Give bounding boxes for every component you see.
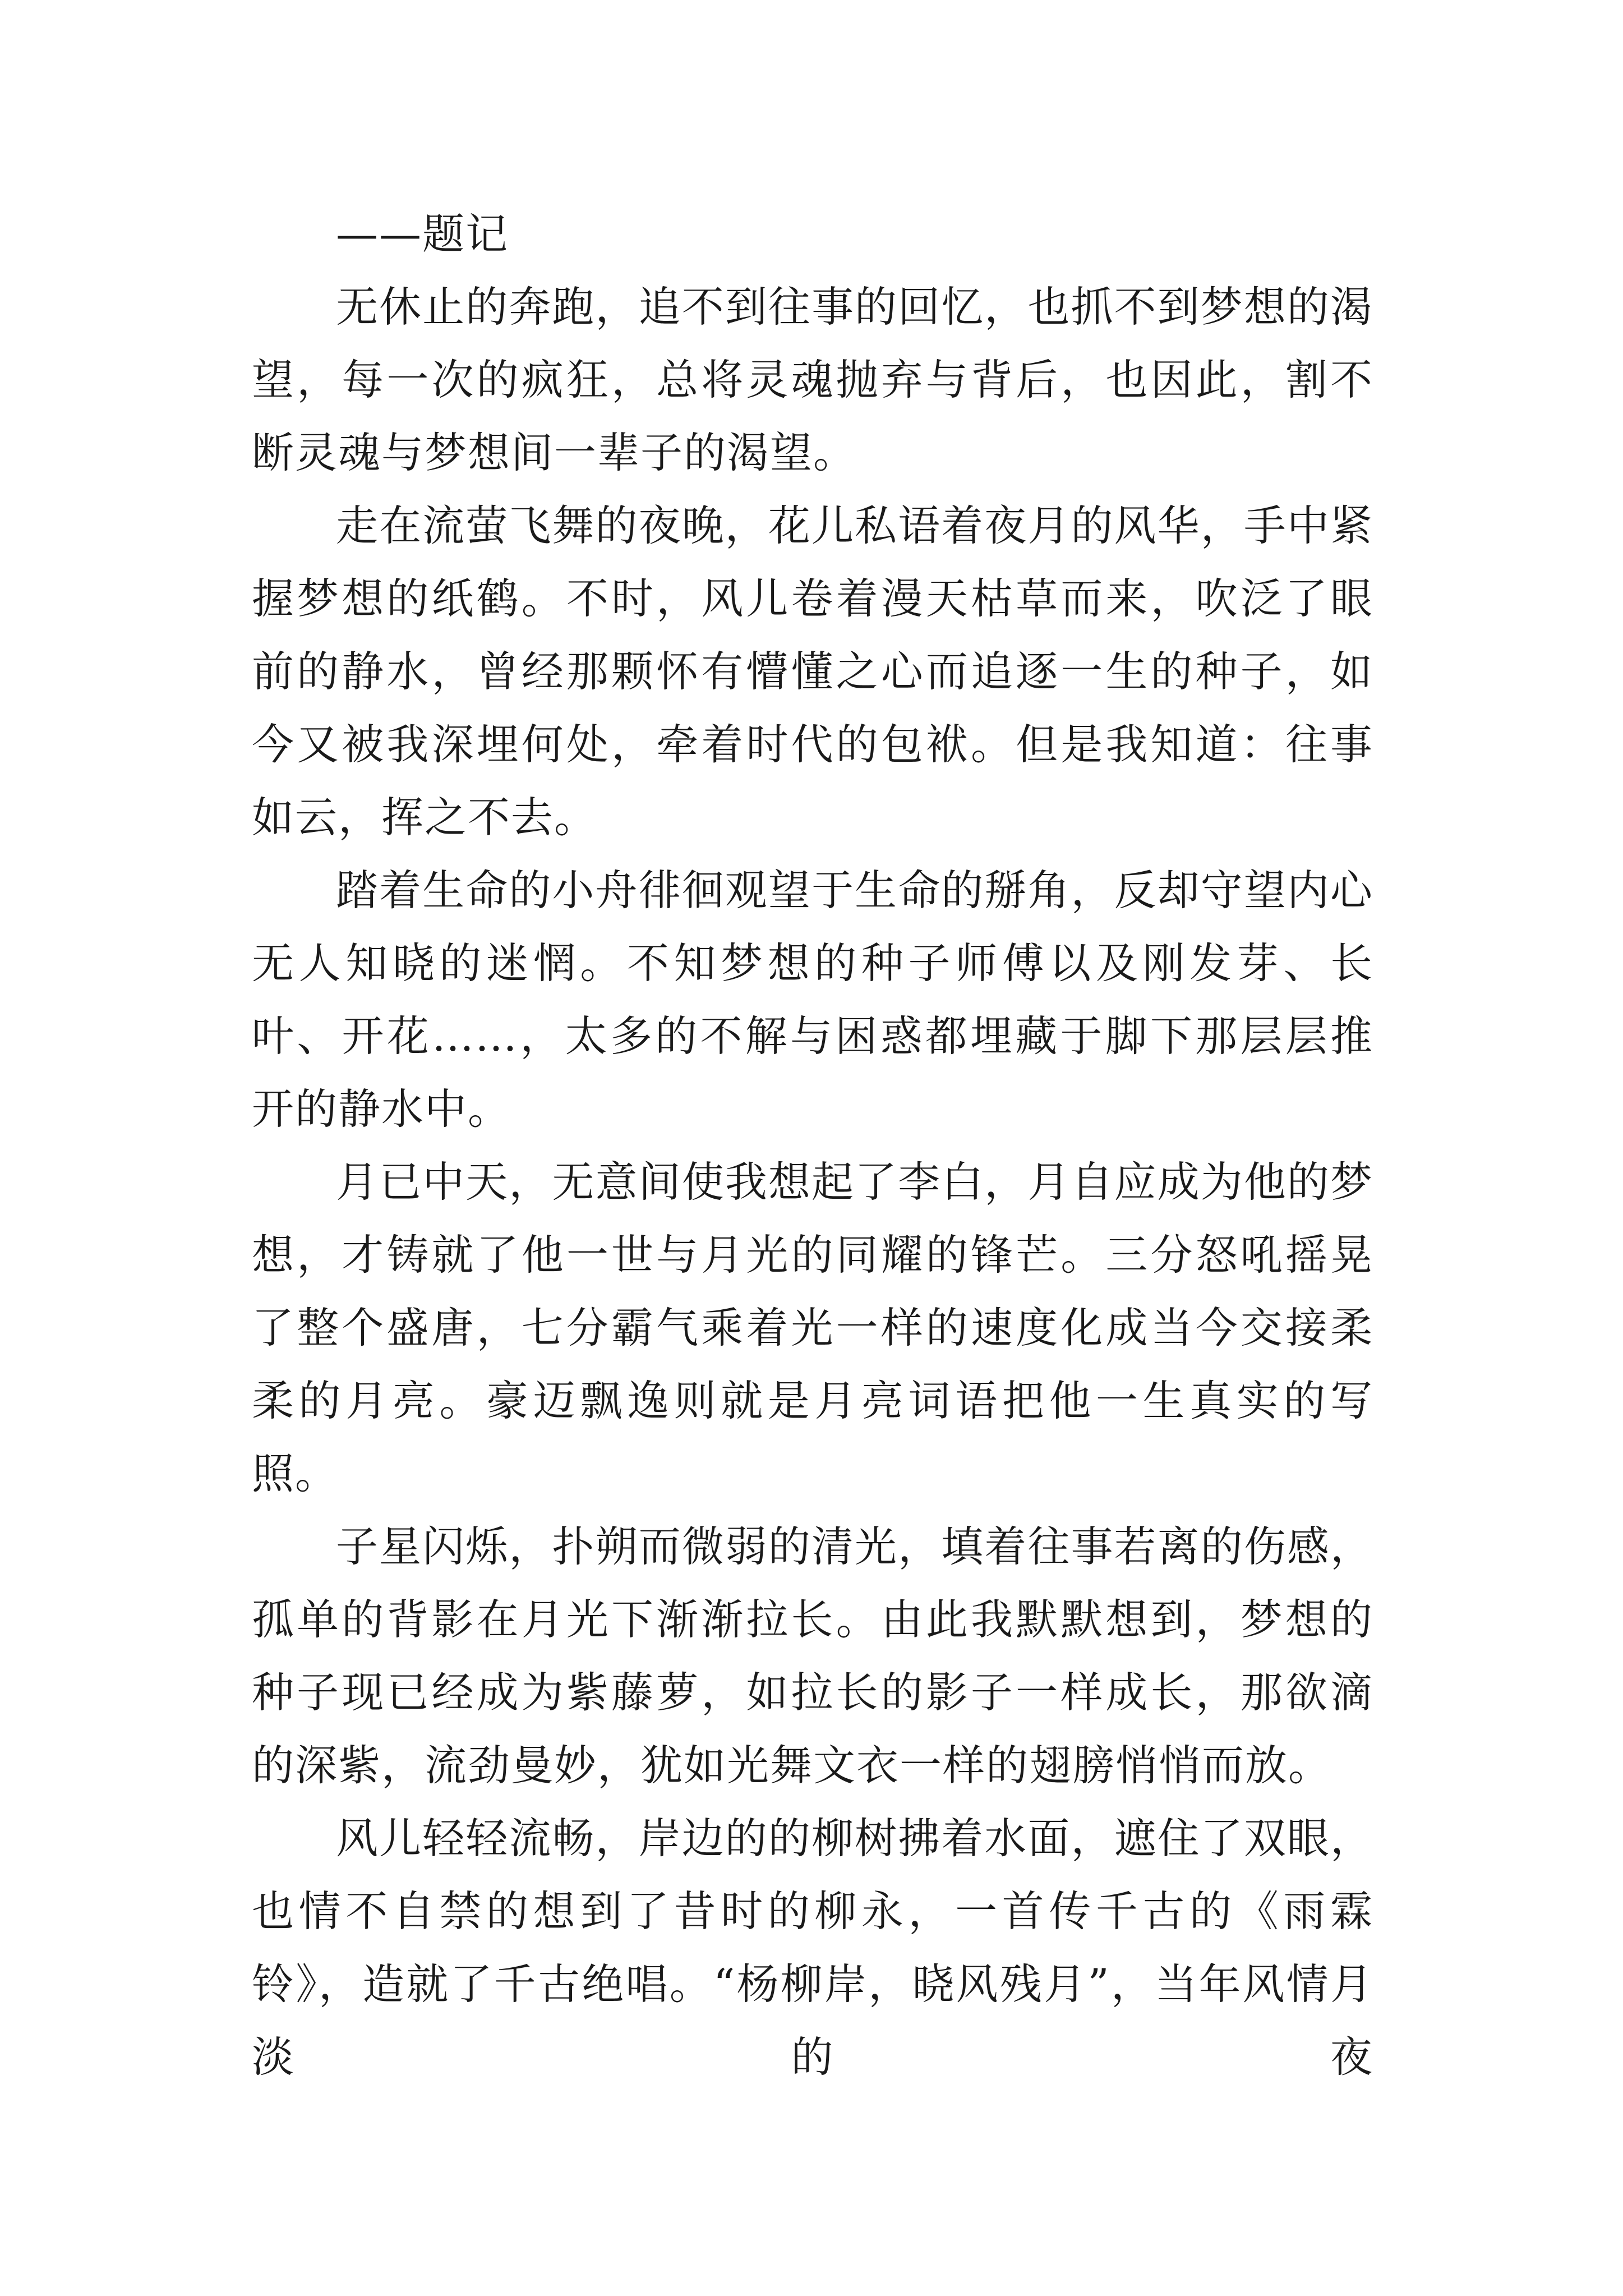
paragraph-1: 无休止的奔跑，追不到往事的回忆，也抓不到梦想的渴望，每一次的疯狂，总将灵魂抛弃与背后，也因此，割不断灵魂与梦想间一辈子的渴望。 [252,282,1373,477]
paragraph-2: 走在流萤飞舞的夜晚，花儿私语着夜月的风华，手中紧握梦想的纸鹤。不时，风儿卷着漫天枯草而来，吹泛了眼前的静水，曾经那颗怀有懵懂之心而追逐一生的种子，如今又被我深埋何处，牵着时代的包袱。但是我知道：往事如云，挥之不去。 [252,501,1373,842]
paragraph-6: 风儿轻轻流畅，岸边的的柳树拂着水面，遮住了双眼，也情不自禁的想到了昔时的柳永，一首传千古的《雨霖铃》，造就了千古绝唱。“杨柳岸，晓风残月”，当年风情月淡的夜 [252,1814,1373,2082]
document-body [252,197,1373,2093]
paragraph-4: 月已中天，无意间使我想起了李白，月自应成为他的梦想，才铸就了他一世与月光的同耀的锋芒。三分怒吼摇晃了整个盛唐，七分霸气乘着光一样的速度化成当今交接柔柔的月亮。豪迈飘逸则就是月亮词语把他一生真实的写照。 [252,1157,1373,1498]
paragraph-3: 踏着生命的小舟徘徊观望于生命的掰角，反却守望内心无人知晓的迷惘。不知梦想的种子师傅以及刚发芽、长叶、开花……，太多的不解与困惑都埋藏于脚下那层层推开的静水中。 [252,866,1373,1134]
epigraph: ——题记 [336,209,509,259]
paragraph-5: 子星闪烁，扑朔而微弱的清光，填着往事若离的伤感，孤单的背影在月光下渐渐拉长。由此我默默想到，梦想的种子现已经成为紫藤萝，如拉长的影子一样成长，那欲滴的深紫，流劲曼妙，犹如光舞文衣一样的翅膀悄悄而放。 [252,1522,1373,1790]
